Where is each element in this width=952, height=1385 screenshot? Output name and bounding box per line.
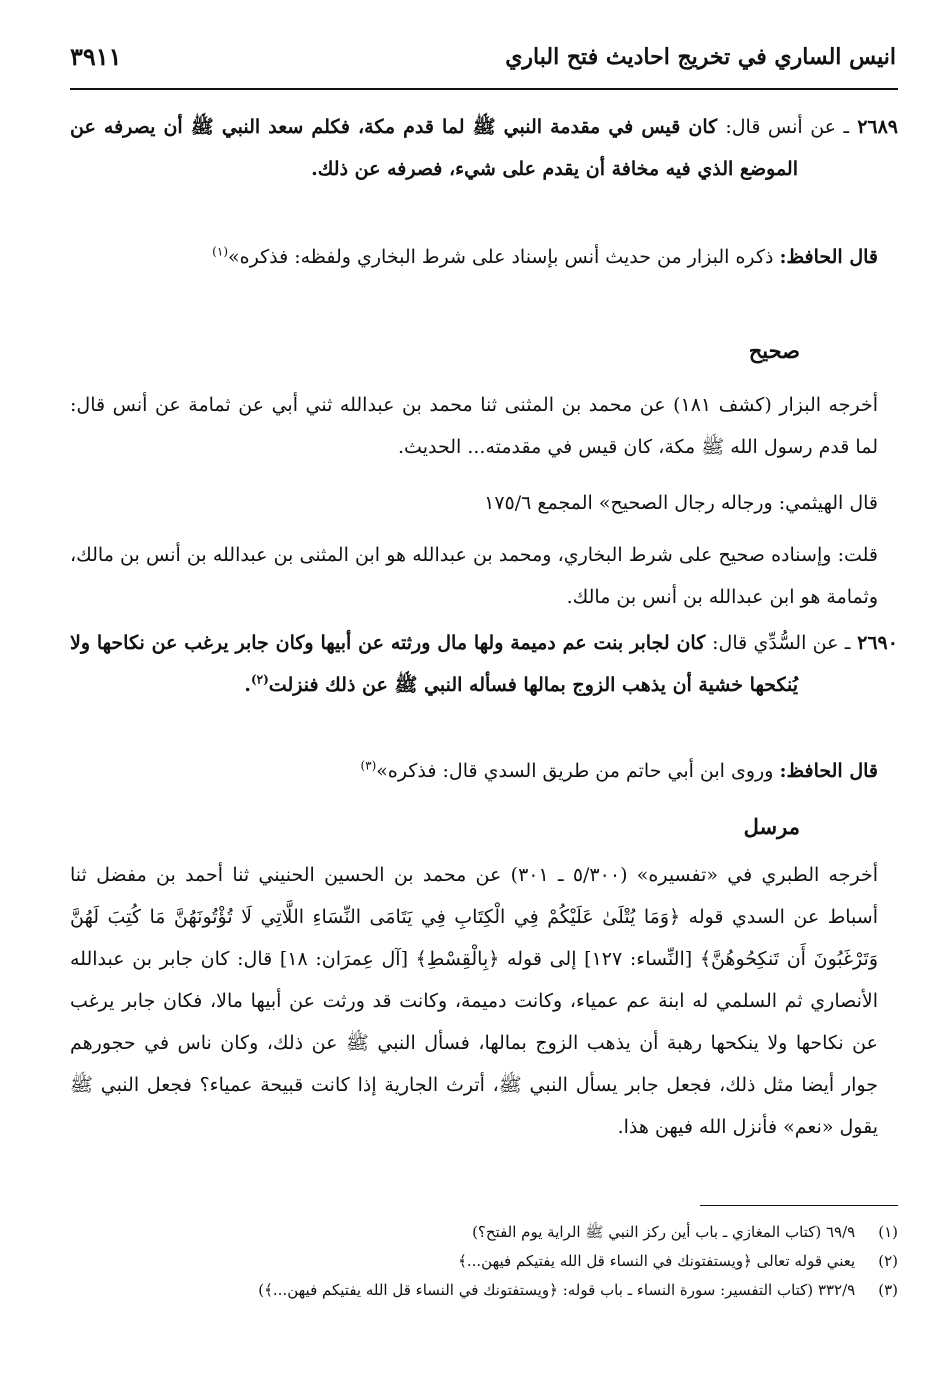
hafiz-text: ذكره البزار من حديث أنس بإسناد على شرط البخاري ولفظه: فذكره» [228, 246, 774, 268]
footnote-mark: (٣) [878, 1281, 898, 1299]
footnote-item [70, 1276, 898, 1305]
hadith-2689 [70, 106, 898, 190]
hafiz-label: قال الحافظ: [779, 760, 878, 782]
footnote-ref-1: (١) [212, 244, 228, 259]
header-rule [70, 88, 898, 90]
page-number: ٣٩١١ [70, 42, 122, 71]
footnote-item [70, 1247, 898, 1276]
grade-heading-1: صحيح [748, 338, 800, 363]
footnote-mark: (١) [878, 1223, 898, 1241]
footnote-ref-2: (٢) [250, 672, 269, 687]
hadith-intro: ـ عن السُّدِّي قال: [712, 632, 851, 654]
hadith-intro: ـ عن أنس قال: [725, 116, 850, 138]
grade-heading-2: مرسل [743, 814, 800, 839]
footnotes [70, 1218, 898, 1305]
haythami-comment: قال الهيثمي: ورجاله رجال الصحيح» المجمع ١٧٥/٦ [484, 492, 878, 514]
footnote-mark: (٢) [878, 1252, 898, 1270]
footnote-text: يعني قوله تعالى ﴿ويستفتونك في النساء قل الله يفتيكم فيهن...﴾ [458, 1252, 856, 1270]
footnote-text: ٦٩/٩ (كتاب المغازي ـ باب أين ركز النبي ﷺ الراية يوم الفتح؟) [472, 1223, 856, 1241]
hafiz-comment-1 [70, 236, 898, 278]
qultu-comment: قلت: وإسناده صحيح على شرط البخاري، ومحمد بن عبدالله هو ابن المثنى بن عبدالله بن أنس بن مالك، وثمامة هو ابن عبدالله بن أنس بن مالك. [70, 544, 878, 608]
hafiz-text: وروى ابن أبي حاتم من طريق السدي قال: فذكره» [376, 760, 774, 782]
hafiz-comment-2 [70, 750, 898, 792]
hadith-text: كان لجابر بنت عم دميمة ولها مال ورثته عن أبيها وكان جابر يرغب عن نكاحها ولا يُنكحها خشية أن يذهب الزوج بمالها فسأله النبي ﷺ عن ذلك فنزلت [70, 632, 798, 696]
hafiz-label: قال الحافظ: [779, 246, 878, 268]
footnote-ref-3: (٣) [360, 758, 377, 773]
hadith-number: ٢٦٩٠ [857, 632, 898, 654]
footnote-rule [700, 1205, 898, 1206]
footnote-item [70, 1218, 898, 1247]
takhrij-2: أخرجه الطبري في «تفسيره» (٥/٣٠٠ ـ ٣٠١) عن محمد بن الحسين الحنيني ثنا أحمد بن مفضل ثنا أسباط عن السدي قوله ﴿وَمَا يُتْلَىٰ عَلَيْكُمْ فِي الْكِتَابِ فِي يَتَامَى النِّسَاءِ اللَّاتِي لَا تُؤْتُونَهُنَّ مَا كُتِبَ لَهُنَّ وَتَرْغَبُونَ أَن تَنكِحُوهُنَّ﴾ [النِّساء: ١٢٧] إلى قوله ﴿بِالْقِسْطِ﴾ [آل عِمرَان: ١٨] قال: كان جابر بن عبدالله الأنصاري ثم السلمي له ابنة عم عمياء، وكانت دميمة، وكانت قد ورثت عن أبيها مالا، فكان جابر يرغب عن نكاحها ولا ينكحها رهبة أن يذهب الزوج بمالها، فسأل النبي ﷺ عن ذلك، وكان ناس في حجورهم جوار أيضا مثل ذلك، فجعل جابر يسأل النبي ﷺ، أترث الجارية إذا كانت قبيحة عمياء؟ فجعل النبي ﷺ يقول «نعم» فأنزل الله فيهن هذا. [70, 864, 878, 1138]
running-title: انيس الساري في تخريج احاديث فتح الباري [505, 44, 896, 70]
hadith-number: ٢٦٨٩ [857, 116, 899, 138]
hadith-end: . [244, 674, 251, 696]
hadith-2690 [70, 622, 898, 706]
hadith-text: كان قيس في مقدمة النبي ﷺ لما قدم مكة، فكلم سعد النبي ﷺ أن يصرفه عن الموضع الذي فيه مخافة أن يقدم على شيء، فصرفه عن ذلك. [70, 116, 798, 180]
footnote-text: ٣٣٢/٩ (كتاب التفسير: سورة النساء ـ باب قوله: ﴿ويستفتونك في النساء قل الله يفتيكم فيهن...﴾) [258, 1281, 856, 1299]
takhrij-1: أخرجه البزار (كشف ١٨١) عن محمد بن المثنى ثنا محمد بن عبدالله ثني أبي عن ثمامة عن أنس قال: لما قدم رسول الله ﷺ مكة، كان قيس في مقدمته... الحديث. [70, 394, 878, 458]
